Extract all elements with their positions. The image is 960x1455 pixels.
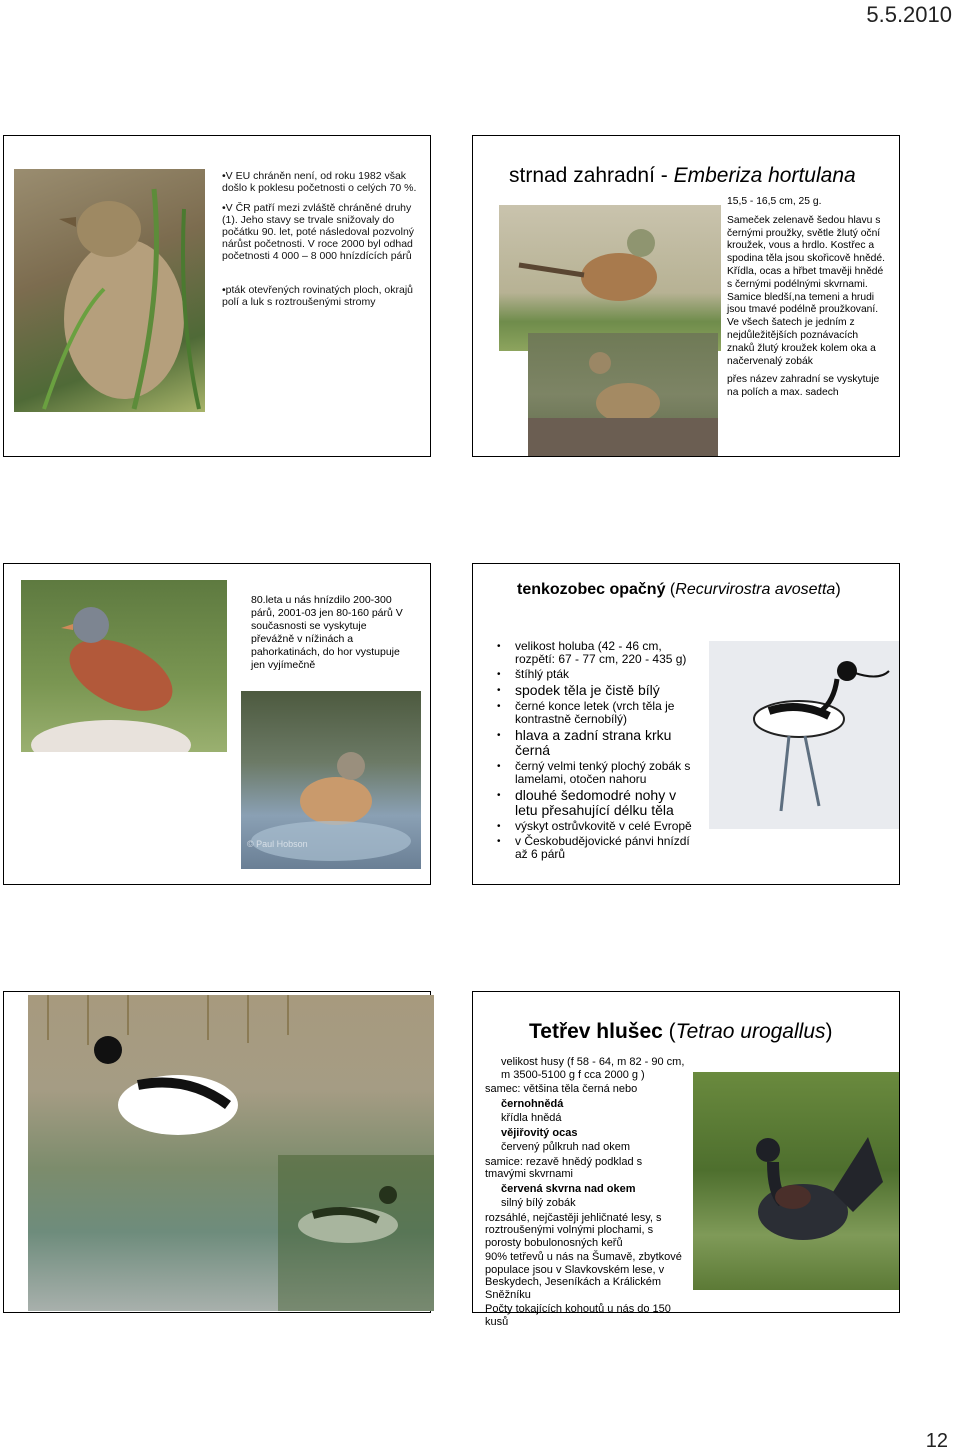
fact-bullet: • štíhlý pták bbox=[497, 668, 702, 681]
slide-3 bbox=[3, 563, 431, 885]
ortolan-photo-bottom bbox=[528, 333, 718, 456]
page-number: 12 bbox=[925, 1430, 948, 1452]
bunting-photo bbox=[14, 169, 205, 412]
fact-bullet: • spodek těla je čistě bílý bbox=[497, 683, 702, 698]
habitat-text: přes název zahradní se vyskytuje na polích a max. sadech bbox=[727, 374, 880, 399]
slide-6 bbox=[472, 991, 900, 1328]
slide-title: Tetřev hlušec (Tetrao urogallus) bbox=[529, 1020, 833, 1043]
slide-title bbox=[509, 164, 856, 188]
title-common-name: strnad zahradní - bbox=[509, 164, 674, 187]
slide-4 bbox=[472, 563, 900, 885]
avocet-photo bbox=[709, 641, 899, 829]
fact-bullet: • výskyt ostrůvkovitě v celé Evropě bbox=[497, 820, 702, 833]
fact-line: silný bílý zobák bbox=[501, 1197, 576, 1209]
description-text: Sameček zelenavě šedou hlavu s černými proužky, světle žlutý oční kroužek, vous a hrdlo. Kostřec a spodina těla jsou skořicově hnědé. Křídla, ocas a hřbet tmavěji hnědé s černými podélnými skvrnami. Samice bledší,na temeni a hrudi jsou tmavé podélně proužkovaní. Ve všech šatech je jedním z nejdůležitějších poznávacích znaků žlutý kroužek kolem oka a načervenalý zobák bbox=[727, 214, 885, 367]
title-latin-name: Tetrao urogallus bbox=[675, 1020, 826, 1043]
fact-line: vějiřovitý ocas bbox=[501, 1126, 578, 1139]
photo-watermark: © Paul Hobson bbox=[247, 839, 308, 849]
fact-line: křídla hnědá bbox=[501, 1112, 562, 1124]
text-line: •V EU chráněn není, od roku 1982 však došlo k poklesu početnosti o celých 70 %. bbox=[222, 170, 417, 194]
capercaillie-facts bbox=[485, 1056, 685, 1330]
ortolan-photo-top bbox=[499, 205, 721, 351]
fact-bullet: • v Českobudějovické pánvi hnízdí až 6 párů bbox=[497, 835, 702, 861]
cretzschmars-bunting-photo bbox=[21, 580, 227, 752]
slide-5 bbox=[3, 991, 431, 1313]
title-latin-name: Emberiza hortulana bbox=[673, 164, 856, 187]
fact-bullet: • černý velmi tenký plochý zobák s lamelami, otočen nahoru bbox=[497, 760, 702, 786]
slide-title: tenkozobec opačný (Recurvirostra avosetta) bbox=[517, 581, 841, 598]
fact-line: samice: rezavě hnědý podklad s tmavými skvrnami bbox=[485, 1155, 643, 1180]
capercaillie-photo bbox=[693, 1072, 899, 1290]
fact-line: 90% tetřevů u nás na Šumavě, zbytkové populace jsou v Slavkovském lese, v Beskydech, Jeseníkách a Králickém Sněžníku bbox=[485, 1251, 682, 1301]
avocet-pair-photo bbox=[28, 995, 434, 1311]
text-line: •pták otevřených rovinatých ploch, okrajů polí a luk s roztroušenými stromy bbox=[222, 284, 414, 308]
text-line: •V ČR patří mezi zvláště chráněné druhy (1). Jeho stavy se trvale snižovaly do počátku 90. let, poté následoval pozvolný nárůst početnosti. V roce 2000 byl odhad početnosti 4 000 – 8 000 hnízdících párů bbox=[222, 202, 415, 262]
fact-line: černohnědá bbox=[501, 1097, 564, 1110]
title-latin-name: Recurvirostra avosetta bbox=[675, 581, 836, 598]
fact-line: samec: většina těla černá nebo bbox=[485, 1083, 638, 1095]
slide-3-text: 80.leta u nás hnízdilo 200-300 párů, 2001-03 jen 80-160 párů V současnosti se vyskytuje převážně v nížinách a pahorkatinách, do hor vystupuje jen vyjímečně bbox=[251, 594, 403, 671]
fact-line: červená skvrna nad okem bbox=[501, 1182, 636, 1195]
fact-bullet: • černé konce letek (vrch těla je kontrastně černobílý) bbox=[497, 700, 702, 726]
fact-bullet: • hlava a zadní strana krku černá bbox=[497, 728, 702, 758]
title-common-name: Tetřev hlušec bbox=[529, 1020, 663, 1043]
fact-bullet: • velikost holuba (42 - 46 cm, rozpětí: 67 - 77 cm, 220 - 435 g) bbox=[497, 640, 702, 666]
slide-1-text bbox=[222, 170, 417, 316]
document-date: 5.5.2010 bbox=[866, 2, 952, 27]
avocet-facts-list bbox=[497, 640, 702, 863]
slide-2-text bbox=[727, 196, 887, 408]
title-common-name: tenkozobec opačný bbox=[517, 581, 666, 598]
fact-bullet: • dlouhé šedomodré nohy v letu přesahující délku těla bbox=[497, 788, 702, 818]
fact-line: červený půlkruh nad okem bbox=[501, 1141, 631, 1153]
slide-2 bbox=[472, 135, 900, 457]
bathing-bunting-photo bbox=[241, 691, 421, 869]
fact-line: velikost husy (f 58 - 64, m 82 - 90 cm, m 3500-5100 g f cca 2000 g ) bbox=[501, 1056, 685, 1081]
fact-line: Počty tokajících kohoutů u nás do 150 kusů bbox=[485, 1303, 671, 1328]
fact-line: rozsáhlé, nejčastěji jehličnaté lesy, s roztroušenými volnými plochami, s porosty bobulonosných keřů bbox=[485, 1211, 662, 1249]
size-text: 15,5 - 16,5 cm, 25 g. bbox=[727, 196, 822, 207]
slide-1 bbox=[3, 135, 431, 457]
